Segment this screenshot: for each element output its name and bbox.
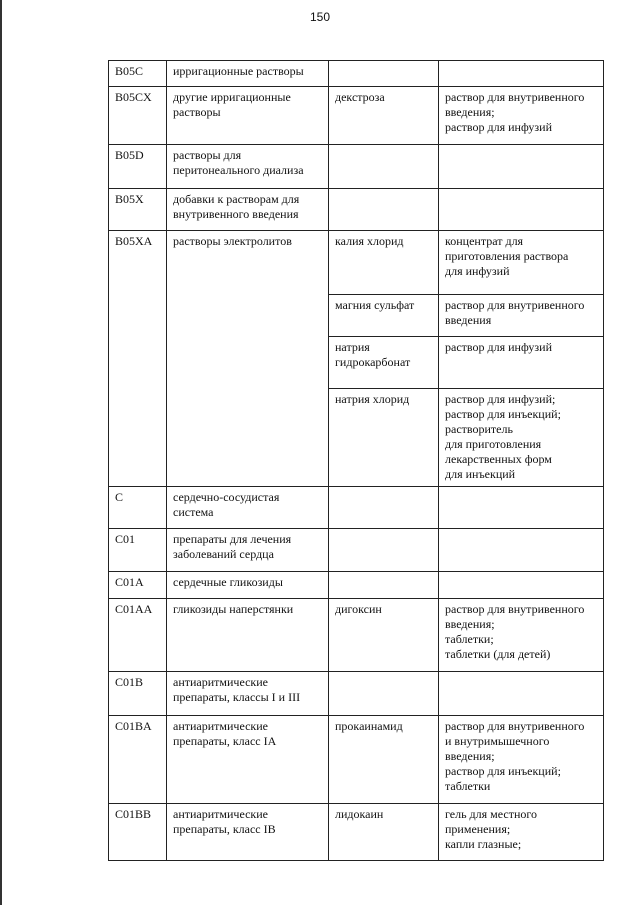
scan-edge — [0, 0, 2, 905]
form-cell — [439, 295, 604, 337]
group-cell — [167, 672, 329, 716]
atc-code-cell — [109, 804, 167, 861]
drug-cell — [329, 487, 439, 529]
atc-code-cell — [109, 599, 167, 672]
group-cell — [167, 231, 329, 487]
form-cell — [439, 572, 604, 599]
atc-code: C01 — [115, 532, 136, 546]
atc-code: B05XA — [115, 234, 153, 248]
drug-name: лидокаин — [335, 807, 384, 821]
form-cell — [439, 804, 604, 861]
table-row — [109, 145, 604, 189]
group-cell — [167, 87, 329, 145]
form-cell — [439, 337, 604, 389]
drug-cell — [329, 337, 439, 389]
atc-code-cell — [109, 189, 167, 231]
group-cell — [167, 599, 329, 672]
drug-cell — [329, 716, 439, 804]
group-cell — [167, 487, 329, 529]
atc-code: C01B — [115, 675, 144, 689]
drug-table — [108, 60, 604, 861]
atc-code: C01BB — [115, 807, 152, 821]
table-row — [109, 189, 604, 231]
drug-cell — [329, 672, 439, 716]
table-row — [109, 672, 604, 716]
group-cell — [167, 189, 329, 231]
group-cell — [167, 716, 329, 804]
drug-cell — [329, 87, 439, 145]
form-cell — [439, 231, 604, 295]
form-cell — [439, 672, 604, 716]
drug-cell — [329, 529, 439, 572]
atc-code: B05CX — [115, 90, 152, 104]
atc-code: B05D — [115, 148, 144, 162]
form-cell — [439, 61, 604, 87]
atc-code-cell — [109, 672, 167, 716]
drug-cell — [329, 389, 439, 487]
form-cell — [439, 487, 604, 529]
group-name: другие ирригационные растворы — [173, 90, 291, 119]
atc-code: C01AA — [115, 602, 153, 616]
form-cell — [439, 189, 604, 231]
group-name: добавки к растворам для внутривенного введения — [173, 192, 300, 221]
group-name: ирригационные растворы — [173, 64, 304, 78]
drug-name: дигоксин — [335, 602, 382, 616]
dosage-form: раствор для инфузий — [445, 340, 552, 354]
drug-cell — [329, 145, 439, 189]
form-cell — [439, 529, 604, 572]
dosage-form: раствор для внутривенного введения; раствор для инфузий — [445, 90, 585, 134]
table-row — [109, 231, 604, 295]
group-name: антиаритмические препараты, класс IB — [173, 807, 276, 836]
drug-cell — [329, 295, 439, 337]
drug-name: калия хлорид — [335, 234, 404, 248]
atc-code-cell — [109, 572, 167, 599]
group-name: препараты для лечения заболеваний сердца — [173, 532, 292, 561]
drug-name: прокаинамид — [335, 719, 403, 733]
form-cell — [439, 389, 604, 487]
table-row — [109, 87, 604, 145]
group-cell — [167, 572, 329, 599]
group-name: растворы электролитов — [173, 234, 292, 248]
atc-code: B05X — [115, 192, 144, 206]
table-row — [109, 529, 604, 572]
atc-code: C01BA — [115, 719, 152, 733]
dosage-form: раствор для внутривенного и внутримышечного введения; раствор для инъекций; таблетки — [445, 719, 585, 793]
table-row — [109, 716, 604, 804]
form-cell — [439, 599, 604, 672]
group-name: растворы для перитонеального диализа — [173, 148, 304, 177]
table-row — [109, 61, 604, 87]
group-name: сердечно-сосудистая система — [173, 490, 280, 519]
form-cell — [439, 716, 604, 804]
drug-name: натрия гидрокарбонат — [335, 340, 411, 369]
atc-code-cell — [109, 61, 167, 87]
table-row — [109, 487, 604, 529]
dosage-form: раствор для внутривенного введения; таблетки; таблетки (для детей) — [445, 602, 585, 661]
group-cell — [167, 804, 329, 861]
atc-code: C01A — [115, 575, 144, 589]
atc-code-cell — [109, 145, 167, 189]
group-cell — [167, 61, 329, 87]
group-name: антиаритмические препараты, классы I и III — [173, 675, 301, 704]
page-number: 150 — [309, 10, 331, 24]
drug-cell — [329, 189, 439, 231]
drug-name: магния сульфат — [335, 298, 415, 312]
group-cell — [167, 145, 329, 189]
drug-name: декстроза — [335, 90, 385, 104]
atc-code-cell — [109, 231, 167, 487]
group-cell — [167, 529, 329, 572]
group-name: гликозиды наперстянки — [173, 602, 294, 616]
dosage-form: раствор для внутривенного введения — [445, 298, 585, 327]
dosage-form: концентрат для приготовления раствора для инфузий — [445, 234, 569, 278]
drug-cell — [329, 599, 439, 672]
atc-code-cell — [109, 87, 167, 145]
atc-code-cell — [109, 529, 167, 572]
atc-code-cell — [109, 487, 167, 529]
atc-code: B05C — [115, 64, 144, 78]
group-name: антиаритмические препараты, класс IA — [173, 719, 277, 748]
atc-code: C — [115, 490, 124, 504]
drug-cell — [329, 231, 439, 295]
form-cell — [439, 87, 604, 145]
dosage-form: гель для местного применения; капли глазные; — [445, 807, 537, 851]
table-row — [109, 804, 604, 861]
atc-code-cell — [109, 716, 167, 804]
form-cell — [439, 145, 604, 189]
group-name: сердечные гликозиды — [173, 575, 283, 589]
drug-cell — [329, 61, 439, 87]
drug-name: натрия хлорид — [335, 392, 410, 406]
drug-cell — [329, 572, 439, 599]
table-row — [109, 572, 604, 599]
dosage-form: раствор для инфузий; раствор для инъекций; растворитель для приготовления лекарственных форм для инъекций — [445, 392, 561, 481]
table-row — [109, 599, 604, 672]
drug-cell — [329, 804, 439, 861]
